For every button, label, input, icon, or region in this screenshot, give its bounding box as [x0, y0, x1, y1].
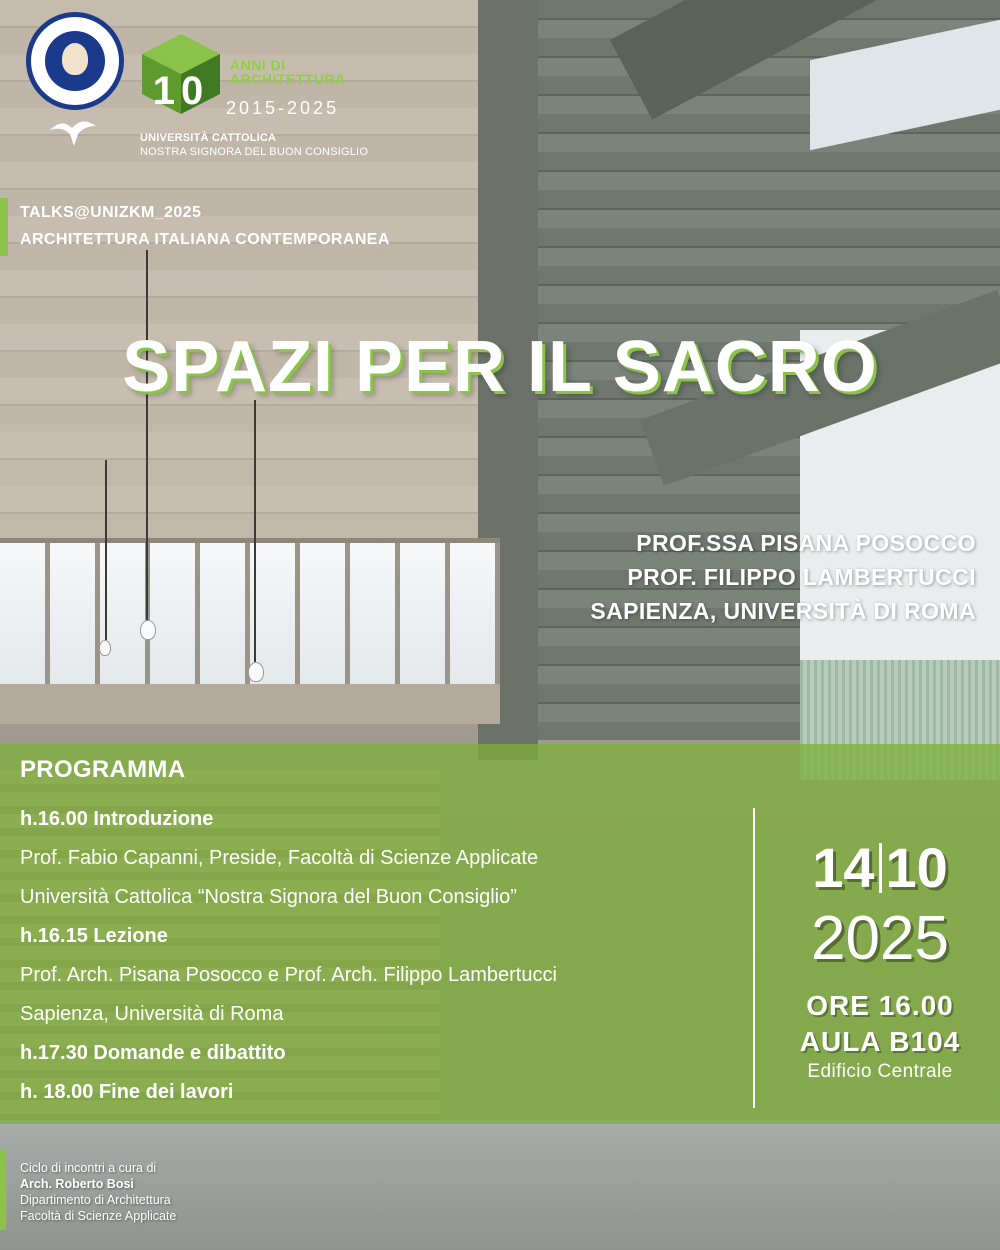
program-item-time: h. 18.00 Fine dei lavori [20, 1081, 234, 1103]
speaker-1: PROF.SSA PISANA POSOCCO [636, 530, 976, 556]
speaker-2: PROF. FILIPPO LAMBERTUCCI [627, 564, 976, 590]
event-day-month [760, 836, 1000, 900]
university-name: UNIVERSITÀ CATTOLICA [140, 132, 277, 144]
lamp-cord [105, 460, 107, 640]
event-year: 2025 [811, 904, 949, 973]
curator-department: Dipartimento di Architettura [20, 1193, 171, 1207]
pendant-lamp-icon [248, 662, 264, 682]
curator-credit [20, 1160, 176, 1224]
event-time: ORE 16.00 [806, 990, 954, 1021]
event-date-block [760, 836, 1000, 1084]
ten-years-cube-logo [138, 30, 224, 116]
program-item-time: h.16.15 Lezione [20, 925, 168, 947]
lamp-cord [254, 400, 256, 662]
event-month: 10 [885, 836, 948, 899]
svg-text:10: 10 [152, 69, 210, 113]
program-heading: PROGRAMMA [20, 756, 186, 783]
university-subtitle: NOSTRA SIGNORA DEL BUON CONSIGLIO [140, 146, 369, 158]
speakers-block [590, 526, 976, 628]
program-item-time: h.16.00 Introduzione [20, 808, 214, 830]
program-item-detail: Prof. Arch. Pisana Posocco e Prof. Arch. Filippo Lambertucci [20, 964, 557, 986]
pendant-lamp-icon [99, 640, 111, 656]
credit-intro: Ciclo di incontri a cura di [20, 1161, 157, 1175]
program-item-detail: Università Cattolica “Nostra Signora del Buon Consiglio” [20, 886, 517, 908]
curator-faculty: Facoltà di Scienze Applicate [20, 1209, 177, 1223]
horizontal-beam [0, 684, 500, 724]
anniversary-label [230, 58, 346, 86]
anniversary-years: 2015-2025 [226, 98, 340, 118]
eagle-icon [48, 112, 98, 152]
pendant-lamp-icon [140, 620, 156, 640]
madonna-icon [62, 43, 88, 75]
lamp-cord [146, 250, 148, 620]
accent-bar [0, 198, 8, 256]
footer-accent-bar [0, 1150, 6, 1230]
event-room: AULA B104 [799, 1026, 961, 1057]
vertical-divider [753, 808, 755, 1108]
event-day: 14 [812, 836, 875, 899]
seal-center [45, 31, 105, 91]
program-item-detail: Prof. Fabio Capanni, Preside, Facoltà di Scienze Applicate [20, 847, 539, 869]
program-item-time: h.17.30 Domande e dibattito [20, 1042, 286, 1064]
date-separator [879, 843, 882, 893]
anniversary-label-line1: ANNI DI [230, 57, 286, 73]
curator-name: Arch. Roberto Bosi [20, 1177, 134, 1191]
series-name: ARCHITETTURA ITALIANA CONTEMPORANEA [20, 231, 390, 248]
series-hashtag: TALKS@UNIZKM_2025 [20, 204, 202, 221]
speaker-affiliation: SAPIENZA, UNIVERSITÀ DI ROMA [590, 598, 976, 624]
university-seal-logo [26, 12, 124, 110]
program-item-detail: Sapienza, Università di Roma [20, 1003, 284, 1025]
program-list [20, 803, 557, 1115]
event-building: Edificio Centrale [807, 1061, 953, 1082]
anniversary-label-line2: ARCHITETTURA [230, 71, 346, 87]
event-title: SPAZI PER IL SACRO [122, 327, 878, 407]
